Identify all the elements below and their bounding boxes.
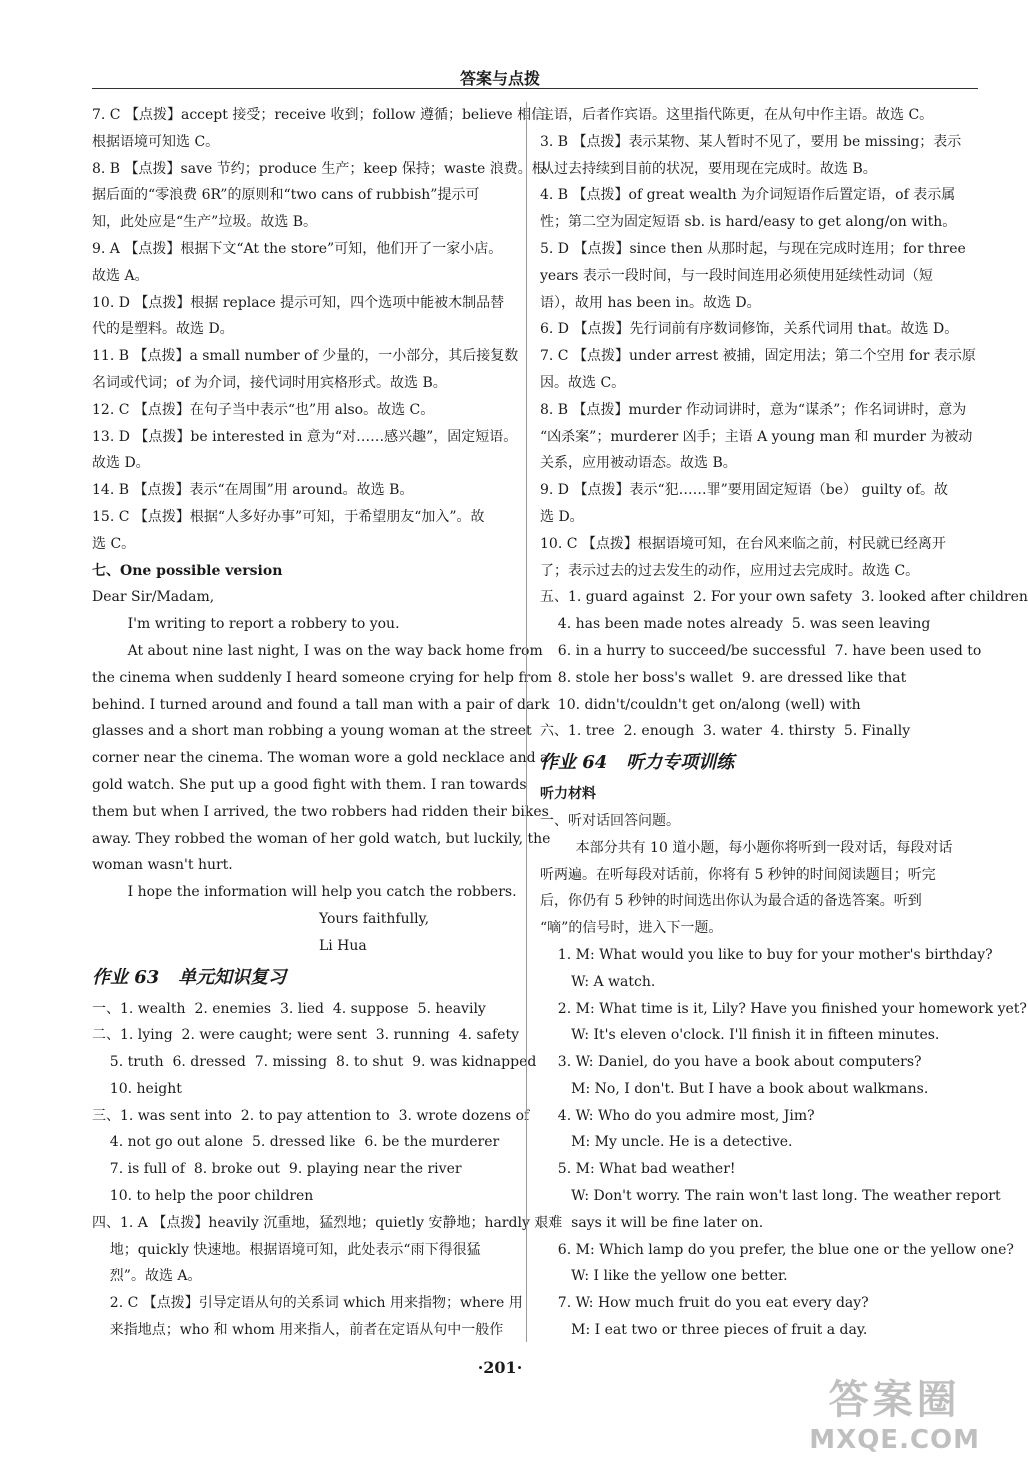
text-line: W: It's eleven o'clock. I'll finish it in fifteen minutes. (540, 1027, 940, 1044)
text-line: glasses and a short man robbing a young woman at the street (92, 723, 532, 740)
watermark (809, 1368, 980, 1455)
text-line: 10. C 【点拨】根据语境可知，在台风来临之前，村民就已经离开 (540, 535, 946, 552)
text-line: At about nine last night, I was on the way back home from (92, 642, 543, 659)
text-line: 后，你仍有 5 秒钟的时间选出你认为最合适的备选答案。听到 (540, 893, 922, 910)
text-line: 2. M: What time is it, Lily? Have you finished your homework yet? (540, 1000, 1027, 1017)
text-line: 10. didn't/couldn't get on/along (well) with (540, 696, 861, 713)
text-line: I'm writing to report a robbery to you. (92, 616, 400, 633)
text-line: “嘀”的信号时，进入下一题。 (540, 920, 723, 937)
text-line: 七、One possible version (92, 562, 283, 579)
text-line: 代的是塑料。故选 D。 (92, 321, 234, 338)
text-line: 9. A 【点拨】根据下文“At the store”可知，他们开了一家小店。 (92, 240, 503, 257)
text-line: 13. D 【点拨】be interested in 意为“对……感兴趣”，固定短语。 (92, 428, 518, 445)
text-line: 8. B 【点拨】murder 作动词讲时，意为“谋杀”；作名词讲时，意为 (540, 401, 967, 418)
text-line: 听两遍。在听每段对话前，你将有 5 秒钟的时间阅读题目；听完 (540, 866, 936, 883)
text-line: M: I eat two or three pieces of fruit a day. (540, 1322, 868, 1339)
text-line: 14. B 【点拨】表示“在周围”用 around。故选 B。 (92, 482, 414, 499)
text-line: 1. M: What would you like to buy for your mother's birthday? (540, 946, 993, 963)
text-line: behind. I turned around and found a tall man with a pair of dark (92, 696, 550, 713)
text-line: 六、1. tree 2. enough 3. water 4. thirsty 5. Finally (540, 723, 911, 740)
text-line: 选 C。 (92, 535, 136, 552)
text-line: 二、1. lying 2. were caught; were sent 3. running 4. safety (92, 1027, 519, 1044)
text-line: 三、1. was sent into 2. to pay attention to 3. wrote dozens of (92, 1107, 530, 1124)
text-line: 3. W: Daniel, do you have a book about computers? (540, 1054, 922, 1071)
header-title: 答案与点拨 (459, 69, 540, 88)
text-line: M: My uncle. He is a detective. (540, 1134, 793, 1151)
column-divider (526, 102, 527, 1342)
text-line: 10. to help the poor children (92, 1188, 314, 1205)
text-line: 2. C 【点拨】引导定语从句的关系词 which 用来指物；where 用 (92, 1295, 523, 1312)
text-line: I hope the information will help you catch the robbers. (92, 884, 517, 901)
text-line: 名词或代词；of 为介词，接代词时用宾格形式。故选 B。 (92, 374, 447, 391)
text-line: 7. C 【点拨】accept 接受；receive 收到；follow 遵循；believe 相信。 (92, 107, 560, 123)
text-line: 10. height (92, 1080, 182, 1097)
text-line: 因。故选 C。 (540, 374, 626, 391)
text-line: Yours faithfully, (92, 910, 430, 927)
left-column (92, 102, 563, 1344)
text-line: 10. D 【点拨】根据 replace 提示可知，四个选项中能被木制品替 (92, 294, 505, 311)
text-line: “凶杀案”；murderer 凶手；主语 A young man 和 murder 为被动 (540, 428, 973, 445)
text-line: years 表示一段时间，与一段时间连用必须使用延续性动词（短 (540, 267, 933, 284)
text-line: 12. C 【点拨】在句子当中表示“也”用 also。故选 C。 (92, 401, 435, 418)
text-line: 4. not go out alone 5. dressed like 6. be the murderer (92, 1134, 500, 1151)
text-line: 烈”。故选 A。 (92, 1268, 202, 1285)
right-column (540, 102, 1028, 1344)
text-line: 知，此处应是“生产”垃圾。故选 B。 (92, 214, 318, 231)
text-line: Dear Sir/Madam, (92, 589, 215, 606)
header-rule (92, 88, 978, 89)
text-line: 来指地点；who 和 whom 用来指人，前者在定语从句中一般作 (92, 1322, 504, 1339)
text-line: 四、1. A 【点拨】heavily 沉重地，猛烈地；quietly 安静地；hardly 艰难 (92, 1214, 563, 1231)
text-line: 根据语境可知选 C。 (92, 133, 220, 150)
text-line: the cinema when suddenly I heard someone crying for help from (92, 669, 553, 686)
text-line: 听力材料 (540, 786, 596, 803)
text-line: 据后面的“零浪费 6R”的原则和“two cans of rubbish”提示可 (92, 187, 480, 204)
text-line: 从过去持续到目前的状况，要用现在完成时。故选 B。 (540, 160, 877, 177)
text-line: away. They robbed the woman of her gold watch, but luckily, the (92, 830, 551, 847)
text-line: 6. D 【点拨】先行词前有序数词修饰，关系代词用 that。故选 D。 (540, 321, 959, 338)
text-line: corner near the cinema. The woman wore a gold necklace and a (92, 750, 549, 767)
text-line: 9. D 【点拨】表示“犯……罪”要用固定短语（be） guilty of。故 (540, 482, 949, 499)
text-line: M: No, I don't. But I have a book about walkmans. (540, 1080, 929, 1097)
text-line: 地；quickly 快速地。根据语境可知，此处表示“雨下得很猛 (92, 1241, 481, 1258)
text-line: 7. C 【点拨】under arrest 被捕，固定用法；第二个空用 for 表示原 (540, 348, 976, 365)
text-line: 选 D。 (540, 508, 584, 525)
section-heading: 作业 63 单元知识复习 (92, 966, 287, 988)
text-line: 主语，后者作宾语。这里指代陈更，在从句中作主语。故选 C。 (540, 107, 934, 123)
text-line: says it will be fine later on. (540, 1214, 764, 1231)
text-line: 4. B 【点拨】of great wealth 为介词短语作后置定语，of 表示属 (540, 187, 956, 204)
text-line: 故选 D。 (92, 455, 150, 472)
text-line: 7. is full of 8. broke out 9. playing near the river (92, 1161, 462, 1178)
text-line: 4. W: Who do you admire most, Jim? (540, 1107, 815, 1124)
text-line: 故选 A。 (92, 267, 149, 284)
text-line: 8. stole her boss's wallet 9. are dressed like that (540, 669, 907, 686)
text-line: 7. W: How much fruit do you eat every day? (540, 1295, 869, 1312)
text-line: 15. C 【点拨】根据“人多好办事”可知，于希望朋友“加入”。故 (92, 508, 485, 525)
page-number: ·201· (477, 1358, 523, 1377)
text-line: 5. D 【点拨】since then 从那时起，与现在完成时连用；for three (540, 240, 966, 257)
text-line: W: I like the yellow one better. (540, 1268, 788, 1285)
text-line: 3. B 【点拨】表示某物、某人暂时不见了，要用 be missing；表示 (540, 133, 962, 150)
text-line: woman wasn't hurt. (92, 857, 233, 874)
text-line: 8. B 【点拨】save 节约；produce 生产；keep 保持；waste 浪费。根 (92, 160, 546, 177)
text-line: 5. truth 6. dressed 7. missing 8. to shut 9. was kidnapped (92, 1054, 537, 1071)
text-line: 6. in a hurry to succeed/be successful 7. have been used to (540, 642, 982, 659)
watermark-logo: 答案圈 (828, 1377, 961, 1423)
text-line: 五、1. guard against 2. For your own safety 3. looked after children (540, 589, 1028, 606)
text-line: 语），故用 has been in。故选 D。 (540, 294, 761, 311)
text-line: 一、听对话回答问题。 (540, 812, 680, 829)
text-line: 本部分共有 10 道小题，每小题你将听到一段对话，每段对话 (540, 839, 953, 856)
text-line: W: A watch. (540, 973, 656, 990)
text-line: 性；第二空为固定短语 sb. is hard/easy to get along/on with。 (540, 214, 957, 231)
text-line: 了；表示过去的过去发生的动作，应用过去完成时。故选 C。 (540, 562, 920, 579)
text-line: 4. has been made notes already 5. was seen leaving (540, 616, 931, 633)
text-line: 一、1. wealth 2. enemies 3. lied 4. suppose 5. heavily (92, 1000, 486, 1017)
text-line: gold watch. She put up a good fight with them. I ran towards (92, 776, 527, 793)
text-line: 5. M: What bad weather! (540, 1161, 736, 1178)
text-line: them but when I arrived, the two robbers had ridden their bikes (92, 803, 549, 820)
text-line: 关系，应用被动语态。故选 B。 (540, 455, 737, 472)
section-heading: 作业 64 听力专项训练 (540, 752, 735, 774)
text-line: 6. M: Which lamp do you prefer, the blue one or the yellow one? (540, 1241, 1014, 1258)
watermark-url: MXQE.COM (809, 1425, 980, 1455)
text-line: W: Don't worry. The rain won't last long. The weather report (540, 1188, 1001, 1205)
text-line: Li Hua (92, 937, 367, 954)
text-line: 11. B 【点拨】a small number of 少量的，一小部分，其后接复数 (92, 348, 519, 365)
page-header (0, 0, 1000, 92)
